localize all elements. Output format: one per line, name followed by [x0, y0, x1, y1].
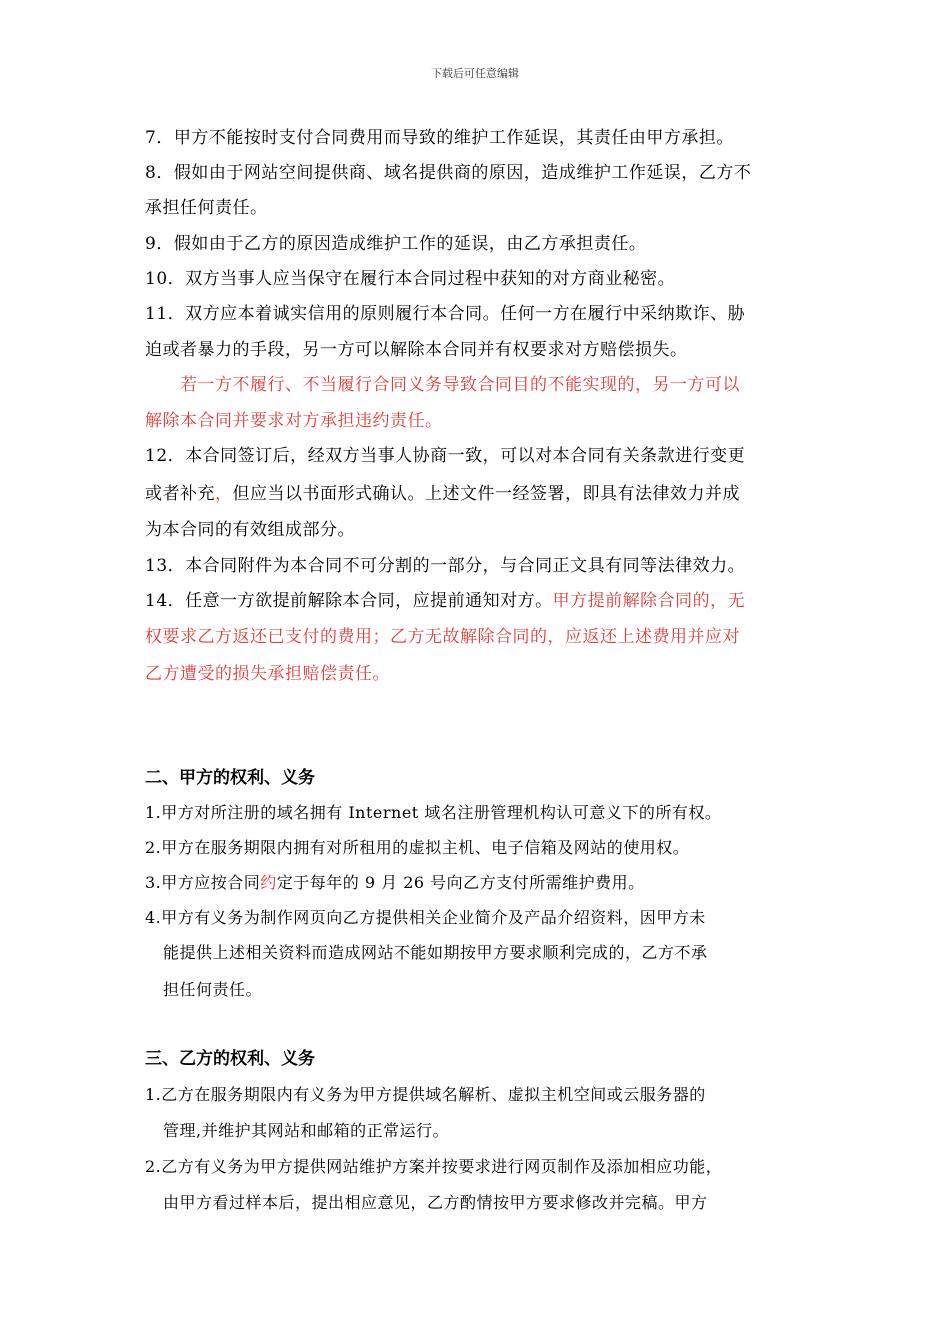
clause-14-line-2: 权要求乙方返还已支付的费用；乙方无故解除合同的，应返还上述费用并应对: [145, 627, 740, 647]
section-2-item-3-a: 3.甲方应按合同: [145, 873, 261, 892]
clause-11-line-2: 迫或者暴力的手段，另一方可以解除本合同并有权要求对方赔偿损失。: [145, 340, 688, 360]
section-2-item-3: [145, 865, 815, 901]
clause-10: 10．双方当事人应当保守在履行本合同过程中获知的对方商业秘密。: [145, 269, 676, 289]
section-2-item-2: 2.甲方在服务期限内拥有对所租用的虚拟主机、电子信箱及网站的使用权。: [145, 838, 690, 857]
clause-11-line-1: 11．双方应本着诚实信用的原则履行本合同。任何一方在履行中采纳欺诈、胁: [145, 304, 746, 324]
clause-9: 9．假如由于乙方的原因造成维护工作的延误，由乙方承担责任。: [145, 234, 647, 254]
clause-13: 13．本合同附件为本合同不可分割的一部分，与合同正文具有同等法律效力。: [145, 556, 746, 576]
clause-11-red-line-2: 解除本合同并要求对方承担违约责任。: [145, 411, 443, 431]
section-2-item-4-line-2: 能提供上述相关资料而造成网站不能如期按甲方要求顺利完成的，乙方不承: [163, 943, 708, 962]
section-2-item-4-line-1: 4.甲方有义务为制作网页向乙方提供相关企业简介及产品介绍资料，因甲方未: [145, 908, 706, 927]
clause-8-line-1: 8．假如由于网站空间提供商、域名提供商的原因，造成维护工作延误，乙方不: [145, 163, 752, 183]
clause-12-text-a: 或者补充: [145, 484, 215, 504]
section-2-item-4-line-3: 担任何责任。: [163, 980, 263, 999]
section-3-item-2-line-1: 2.乙方有义务为甲方提供网站维护方案并按要求进行网页制作及添加相应功能，: [145, 1157, 723, 1176]
section-2-item-3-b: 定于每年的 9 月 26 号向乙方支付所需维护费用。: [276, 873, 645, 892]
clause-12-text-b: 但应当以书面形式确认。上述文件一经签署，即具有法律效力并成: [232, 484, 740, 504]
section-2-item-3-red: 约: [260, 873, 277, 892]
section-3-item-2-line-2: 由甲方看过样本后，提出相应意见，乙方酌情按甲方要求修改并完稿。甲方: [163, 1193, 708, 1212]
clause-14-line-1: [145, 583, 815, 619]
section-2-title: 二、甲方的权利、义务: [145, 768, 315, 788]
section-3-title: 三、乙方的权利、义务: [145, 1049, 315, 1069]
section-3-item-1-line-1: 1.乙方在服务期限内有义务为甲方提供域名解析、虚拟主机空间或云服务器的: [145, 1085, 706, 1104]
clause-14-text: 14．任意一方欲提前解除本合同，应提前通知对方。: [145, 591, 553, 611]
clause-12-line-3: 为本合同的有效组成部分。: [145, 520, 355, 540]
clause-12-line-2: [145, 476, 815, 512]
clause-11-red-line-1: 若一方不履行、不当履行合同义务导致合同目的不能实现的，另一方可以: [180, 375, 740, 395]
clause-12-line-1: 12．本合同签订后，经双方当事人协商一致，可以对本合同有关条款进行变更: [145, 446, 746, 466]
clause-12-red-comma: ，: [215, 484, 233, 504]
clause-7: 7．甲方不能按时支付合同费用而导致的维护工作延误，其责任由甲方承担。: [145, 128, 734, 148]
page-header: 下载后可任意编辑: [431, 67, 519, 80]
clause-14-red-text: 甲方提前解除合同的，无: [552, 591, 746, 611]
clause-8-line-2: 承担任何责任。: [145, 198, 268, 218]
section-2-item-1: 1.甲方对所注册的域名拥有 Internet 域名注册管理机构认可意义下的所有权。: [145, 803, 722, 822]
section-3-item-1-line-2: 管理,并维护其网站和邮箱的正常运行。: [163, 1121, 450, 1140]
clause-14-line-3: 乙方遭受的损失承担赔偿责任。: [145, 664, 390, 684]
